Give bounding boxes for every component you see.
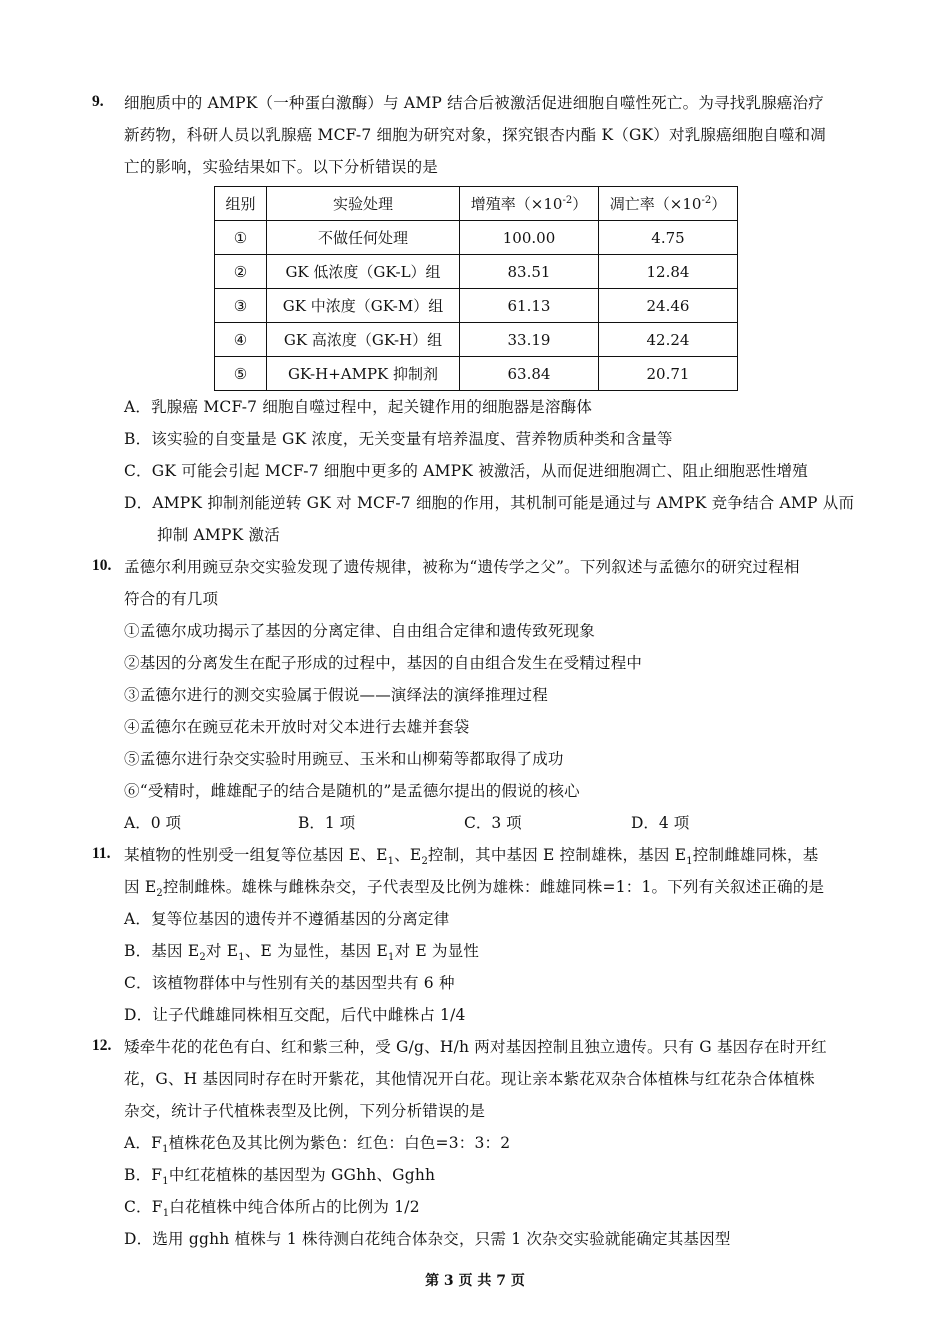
option-d: D．让子代雌雄同株相互交配，后代中雌株占 1/4	[124, 1006, 466, 1024]
table-cell: 不做任何处理	[267, 221, 460, 255]
option-c: C．该植物群体中与性别有关的基因型共有 6 种	[124, 974, 455, 992]
table-header-cell: 增殖率$(\times 10^{-2})$	[460, 187, 599, 221]
table-cell: 100.00	[460, 221, 599, 255]
results-table	[214, 186, 738, 391]
option-b: B．1 项	[298, 814, 356, 832]
option-b: B．基因 $E_2$对 $E_1$、E 为显性，基因 $E_1$对 E 为显性	[124, 942, 480, 964]
table-cell: 63.84	[460, 357, 599, 391]
table-row	[215, 357, 738, 391]
question-number: 11.	[92, 845, 111, 862]
table-cell: ①	[215, 221, 267, 255]
question-stem-line: 符合的有几项	[124, 590, 219, 608]
table-cell: 4.75	[599, 221, 738, 255]
table-cell: ⑤	[215, 357, 267, 391]
table-cell: GK-H+AMPK 抑制剂	[267, 357, 460, 391]
option-b: B．该实验的自变量是 GK 浓度，无关变量有培养温度、营养物质种类和含量等	[124, 430, 673, 448]
option-b: B．$F_1$中红花植株的基因型为 GGhh、Gghh	[124, 1166, 436, 1188]
table-header-cell: 组别	[215, 187, 267, 221]
option-c: C．3 项	[464, 814, 522, 832]
question-stem-line: 花，G、H 基因同时存在时开紫花，其他情况开白花。现让亲本紫花双杂合体植株与红花杂合体植株	[124, 1070, 815, 1088]
option-a: A．复等位基因的遗传并不遵循基因的分离定律	[124, 910, 450, 928]
question-stem-line: 某植物的性别受一组复等位基因 E、$E_1$、$E_2$控制，其中基因 E 控制雄株，基因 $E_1$控制雌雄同株，基	[124, 846, 819, 868]
statement-item: ①孟德尔成功揭示了基因的分离定律、自由组合定律和遗传致死现象	[124, 622, 596, 640]
table-cell: 83.51	[460, 255, 599, 289]
question-number: 10.	[92, 557, 112, 574]
option-a: A．$F_1$植株花色及其比例为紫色：红色：白色=3：3：2	[124, 1134, 511, 1156]
option-d: D．AMPK 抑制剂能逆转 GK 对 MCF-7 细胞的作用，其机制可能是通过与 AMPK 竞争结合 AMP 从而	[124, 494, 855, 512]
question-stem-line: 因 $E_2$控制雌株。雄株与雌株杂交，子代表型及比例为雄株：雌雄同株=1：1。下列有关叙述正确的是	[124, 878, 825, 900]
statement-item: ④孟德尔在豌豆花未开放时对父本进行去雄并套袋	[124, 718, 470, 736]
table-cell: 20.71	[599, 357, 738, 391]
table-cell: 33.19	[460, 323, 599, 357]
option-c: C．$F_1$白花植株中纯合体所占的比例为 1/2	[124, 1198, 420, 1220]
table-row	[215, 323, 738, 357]
option-d: D．选用 gghh 植株与 1 株待测白花纯合体杂交，只需 1 次杂交实验就能确定其基因型	[124, 1230, 731, 1248]
table-cell: 42.24	[599, 323, 738, 357]
option-d: D．4 项	[631, 814, 690, 832]
table-row	[215, 255, 738, 289]
option-a: A．乳腺癌 MCF-7 细胞自噬过程中，起关键作用的细胞器是溶酶体	[124, 398, 593, 416]
question-stem-line: 杂交，统计子代植株表型及比例，下列分析错误的是	[124, 1102, 486, 1120]
question-stem-line: 新药物，科研人员以乳腺癌 MCF-7 细胞为研究对象，探究银杏内酯 K（GK）对乳腺癌细胞自噬和凋	[124, 126, 827, 144]
question-stem-line: 矮牵牛花的花色有白、红和紫三种，受 G/g、H/h 两对基因控制且独立遗传。只有 G 基因存在时开红	[124, 1038, 827, 1056]
statement-item: ⑥“受精时，雌雄配子的结合是随机的”是孟德尔提出的假说的核心	[124, 782, 580, 800]
table-cell: GK 高浓度（GK-H）组	[267, 323, 460, 357]
table-cell: 61.13	[460, 289, 599, 323]
table-header-row	[215, 187, 738, 221]
option-c: C．GK 可能会引起 MCF-7 细胞中更多的 AMPK 被激活，从而促进细胞凋亡、阻止细胞恶性增殖	[124, 462, 808, 480]
statement-item: ③孟德尔进行的测交实验属于假说——演绎法的演绎推理过程	[124, 686, 548, 704]
table-row	[215, 221, 738, 255]
table-cell: 12.84	[599, 255, 738, 289]
question-number: 12.	[92, 1037, 112, 1054]
table-row	[215, 289, 738, 323]
option-a: A．0 项	[124, 814, 181, 832]
question-number: 9.	[92, 93, 104, 110]
table-header-cell: 实验处理	[267, 187, 460, 221]
statement-item: ⑤孟德尔进行杂交实验时用豌豆、玉米和山柳菊等都取得了成功	[124, 750, 564, 768]
table-cell: GK 低浓度（GK-L）组	[267, 255, 460, 289]
table-cell: ③	[215, 289, 267, 323]
question-stem-line: 亡的影响，实验结果如下。以下分析错误的是	[124, 158, 439, 176]
table-cell: ②	[215, 255, 267, 289]
question-stem-line: 细胞质中的 AMPK（一种蛋白激酶）与 AMP 结合后被激活促进细胞自噬性死亡。为寻找乳腺癌治疗	[124, 94, 824, 112]
table-header-cell: 凋亡率$(\times 10^{-2})$	[599, 187, 738, 221]
question-stem-line: 孟德尔利用豌豆杂交实验发现了遗传规律，被称为“遗传学之父”。下列叙述与孟德尔的研究过程相	[124, 558, 800, 576]
page-footer: 第 3 页 共 7 页	[425, 1273, 525, 1289]
table-cell: ④	[215, 323, 267, 357]
statement-item: ②基因的分离发生在配子形成的过程中，基因的自由组合发生在受精过程中	[124, 654, 643, 672]
table-cell: 24.46	[599, 289, 738, 323]
option-d-continuation: 抑制 AMPK 激活	[157, 526, 280, 544]
table-cell: GK 中浓度（GK-M）组	[267, 289, 460, 323]
